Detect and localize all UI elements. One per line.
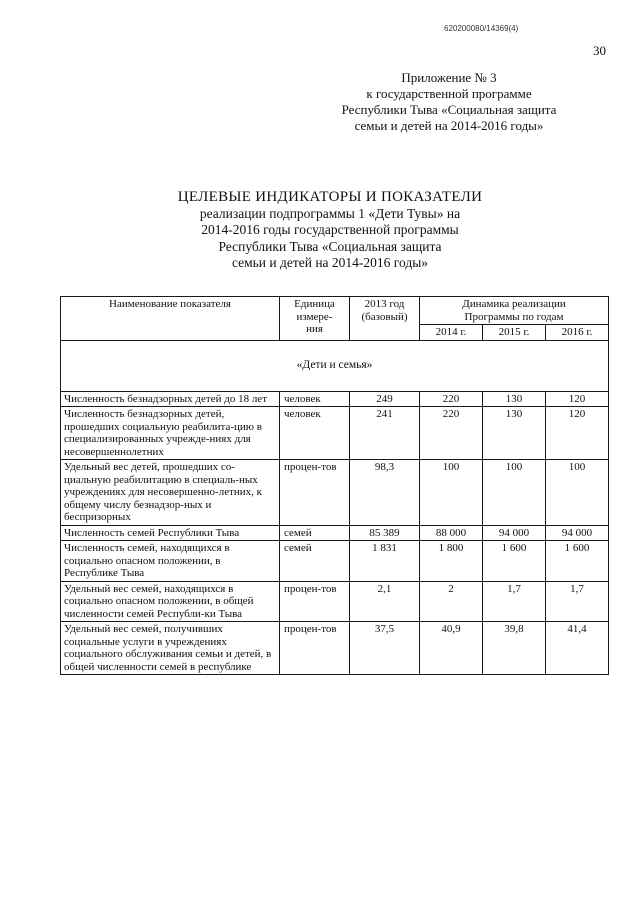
table-header-row — [61, 297, 609, 325]
section-row — [61, 340, 609, 391]
appendix-line: семьи и детей на 2014-2016 годы» — [354, 118, 544, 133]
row-2015: 1,7 — [483, 581, 546, 622]
row-2014: 88 000 — [420, 525, 483, 541]
header-unit-line: измере- — [296, 310, 333, 323]
document-id: 620200080/14369(4) — [444, 24, 519, 33]
header-base-line: 2013 год — [364, 298, 405, 310]
row-2014: 40,9 — [420, 622, 483, 675]
row-2014: 2 — [420, 581, 483, 622]
header-year-2014: 2014 г. — [420, 325, 483, 341]
row-2015: 39,8 — [483, 622, 546, 675]
indicators-table — [60, 296, 609, 675]
table-row — [61, 525, 609, 541]
row-2014: 1 800 — [420, 541, 483, 582]
header-unit-line: Единица — [294, 298, 335, 310]
row-name: Удельный вес семей, получивших социальные услуги в учреждениях социального обслуживания семьи и детей, в общей численности семей в республике — [61, 622, 280, 675]
row-unit: процен-тов — [280, 622, 350, 675]
row-2015: 130 — [483, 407, 546, 460]
heading-title: ЦЕЛЕВЫЕ ИНДИКАТОРЫ И ПОКАЗАТЕЛИ — [177, 189, 483, 205]
row-unit: процен-тов — [280, 460, 350, 526]
row-2016: 120 — [546, 407, 609, 460]
header-year-2015: 2015 г. — [483, 325, 546, 341]
row-2016: 120 — [546, 391, 609, 407]
heading-line: реализации подпрограммы 1 «Дети Тувы» на — [199, 205, 461, 221]
row-2016: 94 000 — [546, 525, 609, 541]
header-dynamics-line: Программы по годам — [464, 310, 564, 323]
row-2016: 41,4 — [546, 622, 609, 675]
row-base: 85 389 — [350, 525, 420, 541]
row-name: Удельный вес детей, прошедших со-циальную реабилитацию в специаль-ных учреждениях для несовершенно-летних, к общему числу безнадзор-ных и беспризорных — [61, 460, 280, 526]
header-year-2016: 2016 г. — [546, 325, 609, 341]
header-base-year — [350, 297, 420, 341]
header-dynamics-line: Динамика реализации — [462, 298, 566, 310]
header-base-line: (базовый) — [361, 310, 408, 323]
section-title: «Дети и семья» — [61, 340, 609, 391]
appendix-note — [299, 70, 599, 134]
header-dynamics — [420, 297, 609, 325]
table-row — [61, 581, 609, 622]
table-row — [61, 407, 609, 460]
row-base: 1 831 — [350, 541, 420, 582]
row-unit: семей — [280, 541, 350, 582]
row-name: Численность семей, находящихся в социально опасном положении, в Республике Тыва — [61, 541, 280, 582]
row-unit: семей — [280, 525, 350, 541]
table-row — [61, 622, 609, 675]
appendix-line: Республики Тыва «Социальная защита — [341, 102, 557, 117]
table-row — [61, 391, 609, 407]
row-unit: процен-тов — [280, 581, 350, 622]
row-2015: 1 600 — [483, 541, 546, 582]
row-unit: человек — [280, 391, 350, 407]
row-name: Численность безнадзорных детей, прошедших социальную реабилита-цию в специализированных учрежде-ниях для несовершеннолетних — [61, 407, 280, 460]
row-name: Численность безнадзорных детей до 18 лет — [61, 391, 280, 407]
row-unit: человек — [280, 407, 350, 460]
appendix-line: к государственной программе — [366, 86, 532, 101]
page-number: 30 — [593, 43, 606, 58]
row-base: 2,1 — [350, 581, 420, 622]
row-2014: 220 — [420, 407, 483, 460]
row-2016: 1,7 — [546, 581, 609, 622]
row-2016: 1 600 — [546, 541, 609, 582]
header-unit-line: ния — [306, 323, 323, 335]
row-2014: 220 — [420, 391, 483, 407]
appendix-line: Приложение № 3 — [401, 70, 497, 85]
row-base: 98,3 — [350, 460, 420, 526]
row-2014: 100 — [420, 460, 483, 526]
row-base: 241 — [350, 407, 420, 460]
table-row — [61, 541, 609, 582]
document-heading — [130, 189, 530, 272]
heading-line: 2014-2016 годы государственной программы — [201, 222, 459, 237]
row-2016: 100 — [546, 460, 609, 526]
row-2015: 100 — [483, 460, 546, 526]
row-base: 37,5 — [350, 622, 420, 675]
header-indicator-name: Наименование показателя — [61, 297, 280, 341]
heading-line: Республики Тыва «Социальная защита — [218, 238, 442, 254]
header-unit — [280, 297, 350, 341]
row-2015: 94 000 — [483, 525, 546, 541]
heading-line: семьи и детей на 2014-2016 годы» — [231, 255, 429, 270]
row-2015: 130 — [483, 391, 546, 407]
row-name: Численность семей Республики Тыва — [61, 525, 280, 541]
row-base: 249 — [350, 391, 420, 407]
table-row — [61, 460, 609, 526]
row-name: Удельный вес семей, находящихся в социально опасном положении, в общей численности семей Республи-ки Тыва — [61, 581, 280, 622]
